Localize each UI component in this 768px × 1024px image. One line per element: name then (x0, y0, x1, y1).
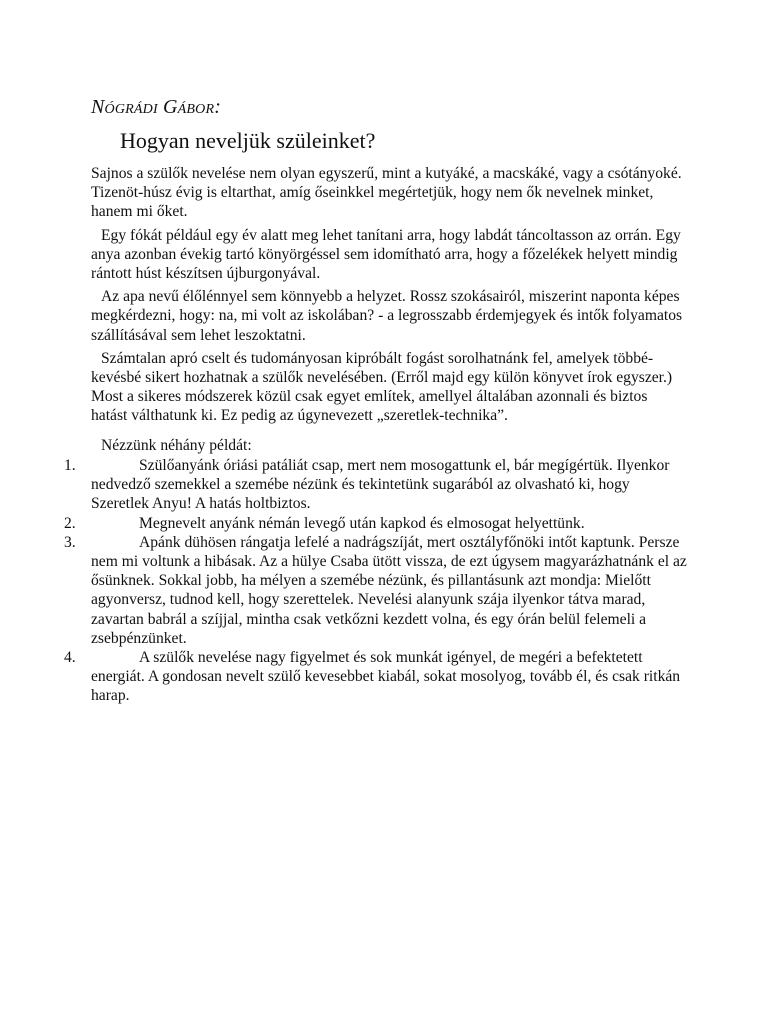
author-name: Nógrádi Gábor: (91, 96, 222, 118)
body-text (91, 164, 687, 459)
list-number: 3. (64, 533, 76, 551)
list-item (64, 456, 687, 514)
list-item (64, 648, 687, 706)
list-item (64, 533, 687, 648)
list-item-text: Apánk dühösen rángatja lefelé a nadrágszíját, mert osztályfőnöki intőt kaptunk. Persze nem mi voltunk a hibásak. Az a hülye Csaba ütött vissza, de ezt úgysem magyarázhatnánk el az ősünknek. Sokkal jobb, ha mélyen a szemébe nézünk, és pillantásunk azt mondja: Mielőtt agyonversz, tudnod kell, hogy szerettelek. Nevelési alanyunk szája ilyenkor tátva marad, zavartan babrál a szíjjal, mintha csak vetkőzni kezdett volna, és egy órán belül felemeli a zsebpénzünket. (91, 533, 687, 647)
paragraph: Az apa nevű élőlénnyel sem könnyebb a helyzet. Rossz szokásairól, miszerint naponta képes megkérdezni, hogy: na, mi volt az iskolában? - a legrosszabb érdemjegyek és intők folyamatos szállításával sem lehet leszoktatni. (91, 288, 683, 344)
list-number: 1. (64, 457, 76, 474)
list-item-text: A szülők nevelése nagy figyelmet és sok munkát igényel, de megéri a befektetett energiát. A gondosan nevelt szülő kevesebbet kiabál, sokat mosolyog, tovább él, és csak ritkán harap. (91, 649, 681, 705)
document-title: Hogyan neveljük szüleinket? (120, 128, 376, 153)
paragraph: Számtalan apró cselt és tudományosan kipróbált fogást sorolhatnánk fel, amelyek többé-kevésbé sikert hozhatnak a szülők nevelésében. (Erről majd egy külön könyvet írok egyszer.) Most a sikeres módszerek közül csak egyet említek, amellyel általában azonnali és biztos hatást válthatunk ki. Ez pedig az úgynevezett „szeretlek-technika”. (91, 349, 673, 425)
list-item (64, 514, 687, 533)
list-number: 4. (64, 649, 76, 667)
paragraph: Egy fókát például egy év alatt meg lehet tanítani arra, hogy labdát táncoltasson az orrán. Egy anya azonban évekig tartó könyörgéssel sem idomítható arra, hogy a főzelékek helyett mindig rántott húst készítsen újburgonyával. (91, 226, 681, 283)
list-intro: Nézzünk néhány példát: (101, 436, 252, 454)
paragraph: Sajnos a szülők nevelése nem olyan egyszerű, mint a kutyáké, a macskáké, vagy a csótányoké. Tizenöt-húsz évig is eltarthat, amíg őseinkkel megértetjük, hogy nem ők nevelnek minket, hanem mi őket. (91, 165, 682, 221)
list-item-text: Szülőanyánk óriási patáliát csap, mert nem mosogattunk el, bár megígértük. Ilyenkor nedvedző szemekkel a szemébe nézünk és tekintetünk sugarából az olvasható ki, hogy Szeretlek Anyu! A hatás holtbiztos. (91, 457, 670, 513)
list-item-text: Megnevelt anyánk némán levegő után kapkod és elmosogat helyettünk. (139, 514, 585, 532)
examples-list (64, 456, 687, 706)
list-number: 2. (64, 514, 76, 532)
